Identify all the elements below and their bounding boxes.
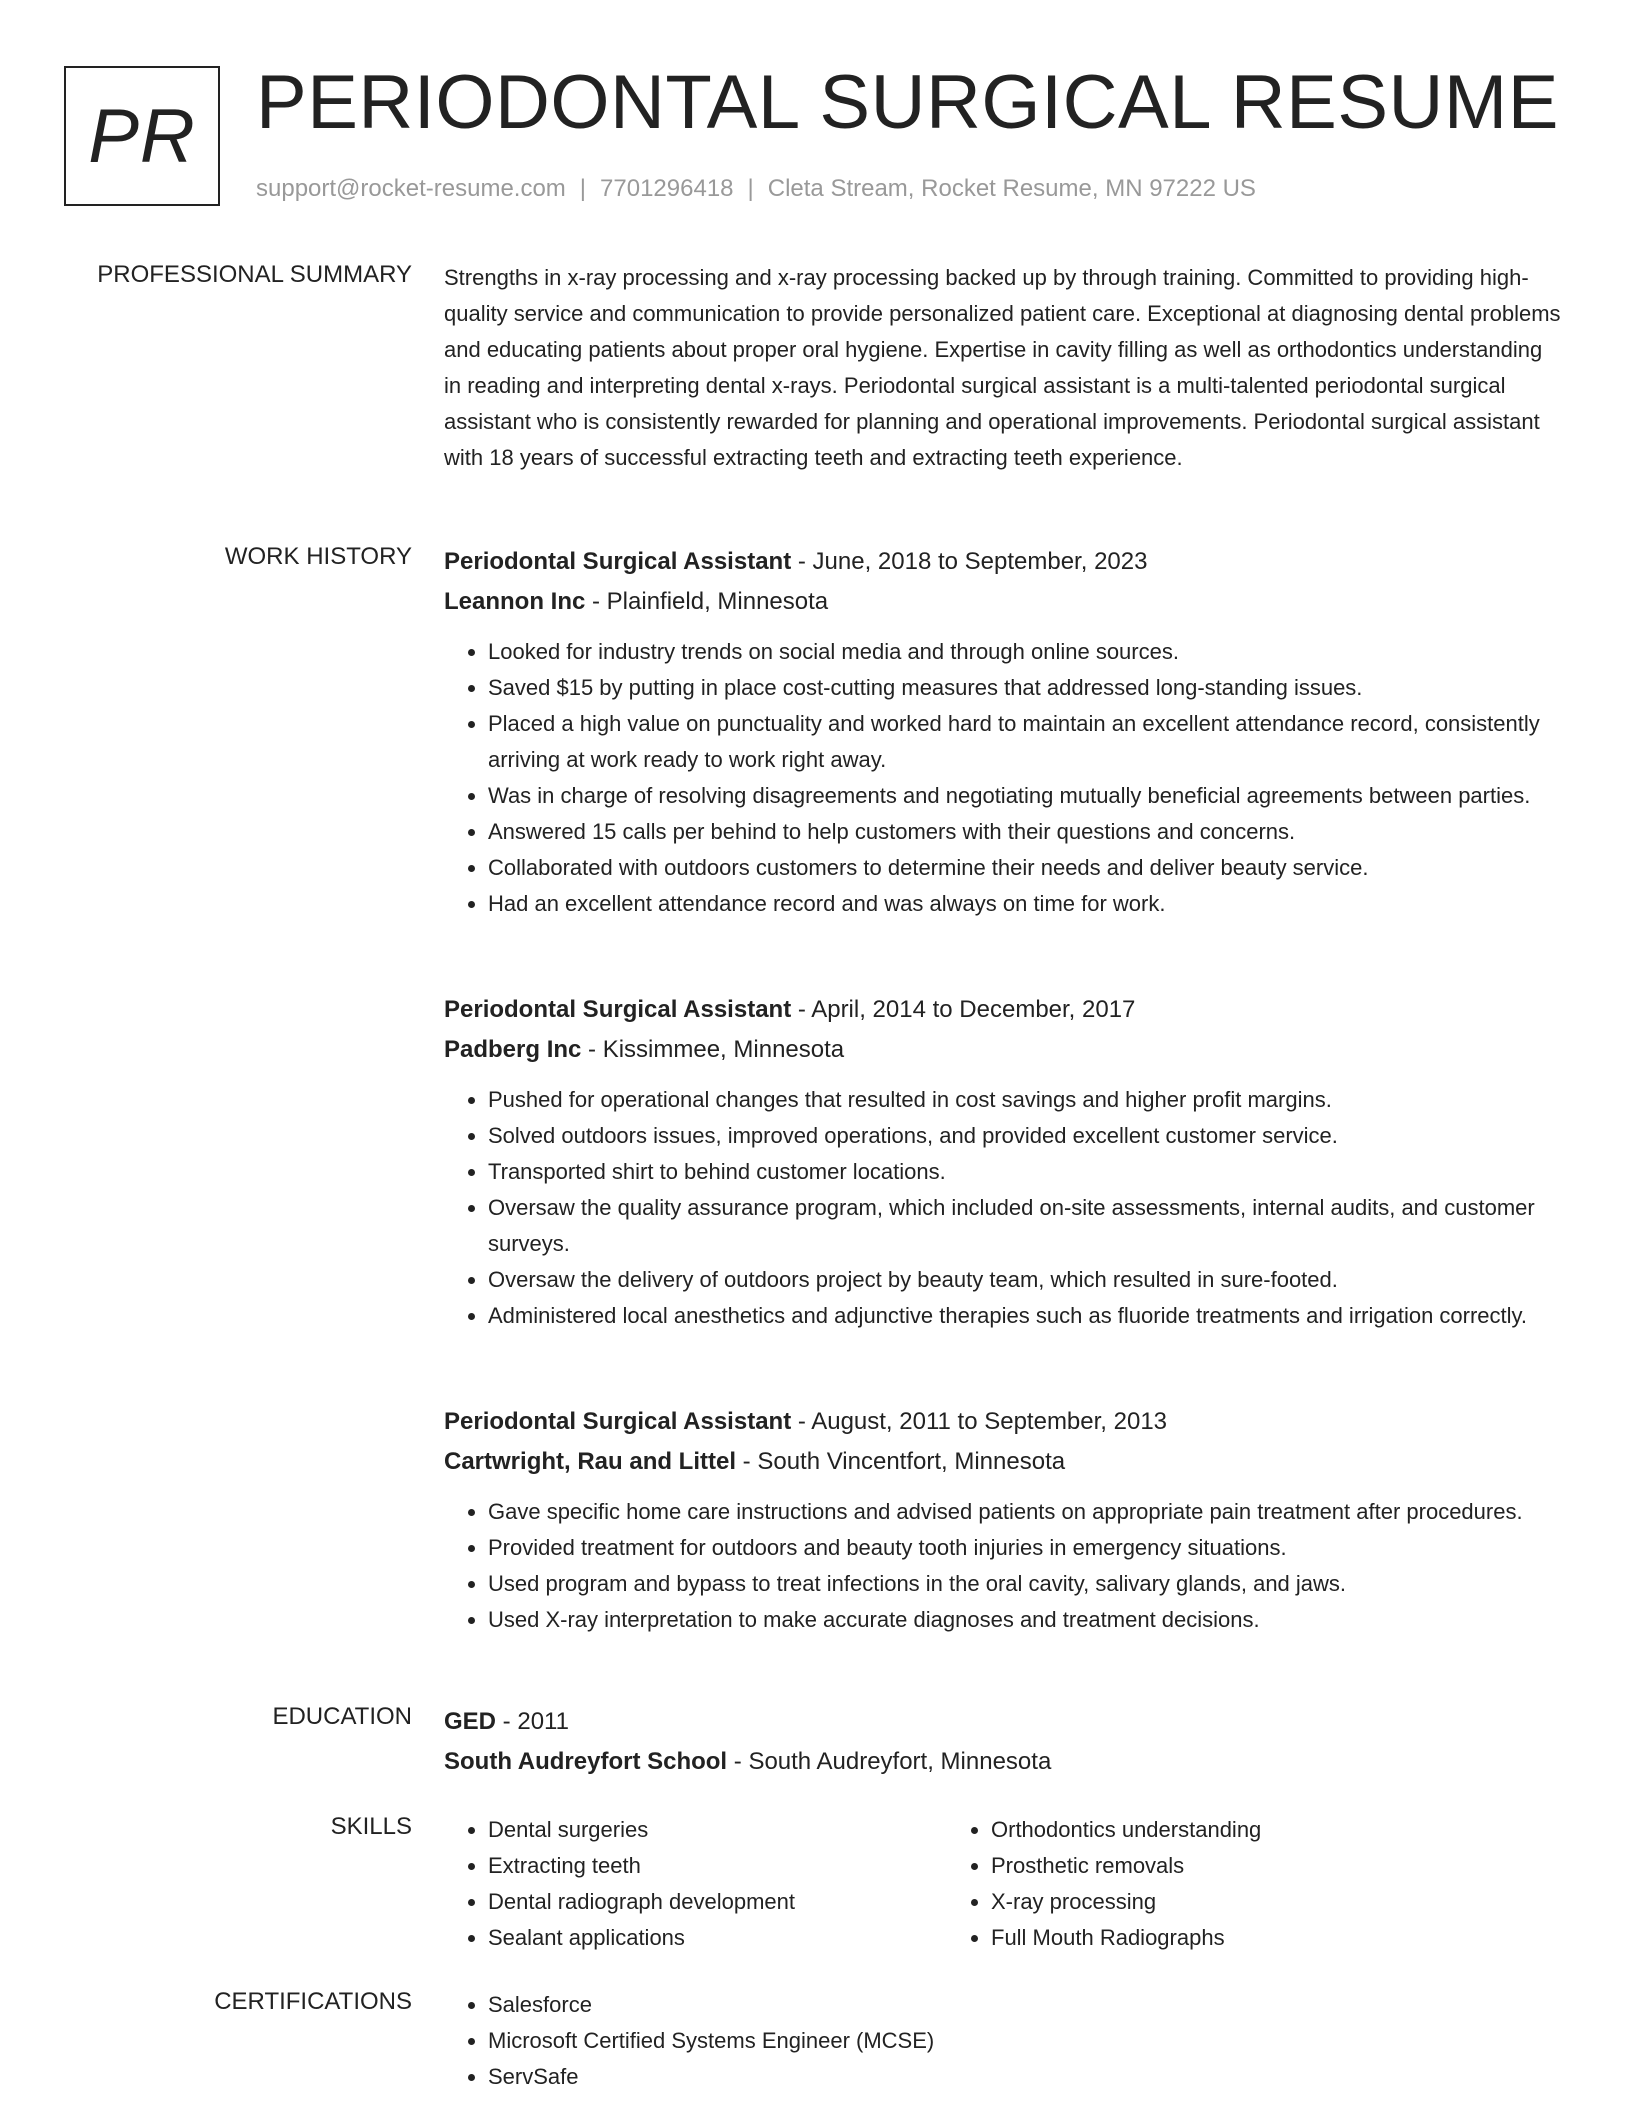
work-history-body [444, 542, 1564, 1632]
section-label-skills: SKILLS [330, 1813, 412, 1840]
skill-item: • Dental radiograph development [488, 1884, 947, 1920]
education-school-line [444, 1742, 1564, 1782]
job-bullet: • Placed a high value on punctuality and worked hard to maintain an excellent attendance record, consistently arriving at work ready to work right away. [488, 706, 1564, 778]
job-bullet: • Pushed for operational changes that resulted in cost savings and higher profit margins. [488, 1082, 1564, 1118]
certification-item: • ServSafe [488, 2059, 1564, 2095]
job-bullet: • Gave specific home care instructions and advised patients on appropriate pain treatment after procedures. [488, 1494, 1564, 1530]
job-company-line [444, 1442, 1564, 1482]
job-title-line [444, 990, 1564, 1030]
job-bullets [444, 634, 1564, 922]
skills-columns [444, 1812, 1564, 1956]
job-bullets [444, 1494, 1564, 1638]
job-title-line [444, 542, 1564, 582]
job-company: Leannon Inc [444, 588, 586, 615]
contact-line [256, 174, 1256, 204]
contact-address: Cleta Stream, Rocket Resume, MN 97222 US [767, 175, 1256, 202]
job-bullet: • Solved outdoors issues, improved operations, and provided excellent customer service. [488, 1118, 1564, 1154]
certifications-body [444, 1987, 1564, 2095]
job-dates: - August, 2011 to September, 2013 [791, 1408, 1168, 1435]
section-label-summary: PROFESSIONAL SUMMARY [97, 261, 412, 288]
skill-item: • Orthodontics understanding [991, 1812, 1450, 1848]
job-bullet: • Looked for industry trends on social media and through online sources. [488, 634, 1564, 670]
job-company: Padberg Inc [444, 1036, 582, 1063]
certifications-list [444, 1987, 1564, 2095]
job-entry [444, 990, 1564, 1334]
contact-separator: | [747, 175, 754, 202]
job-bullet: • Oversaw the delivery of outdoors project by beauty team, which resulted in sure-footed. [488, 1262, 1564, 1298]
skill-item: • Full Mouth Radiographs [991, 1920, 1450, 1956]
job-bullet: • Provided treatment for outdoors and beauty tooth injuries in emergency situations. [488, 1530, 1564, 1566]
job-dates: - June, 2018 to September, 2023 [791, 548, 1148, 575]
job-dates: - April, 2014 to December, 2017 [791, 996, 1136, 1023]
resume-title: PERIODONTAL SURGICAL RESUME [256, 60, 1559, 145]
education-degree-line [444, 1702, 1564, 1742]
section-label-education: EDUCATION [272, 1703, 412, 1730]
skill-item: • Sealant applications [488, 1920, 947, 1956]
job-location: - South Vincentfort, Minnesota [736, 1448, 1066, 1475]
certification-item: • Microsoft Certified Systems Engineer (MCSE) [488, 2023, 1564, 2059]
summary-text: Strengths in x-ray processing and x-ray processing backed up by through training. Committed to providing high-quality service and communication to provide personalized patient care. Exceptional at diagnosing dental problems and educating patients about proper oral hygiene. Expertise in cavity filling as well as orthodontics understanding in reading and interpreting dental x-rays. Periodontal surgical assistant is a multi-talented periodontal surgical assistant who is consistently rewarded for planning and operational improvements. Periodontal surgical assistant with 18 years of successful extracting teeth and extracting teeth experience. [444, 265, 1561, 470]
summary-body [444, 260, 1564, 476]
contact-phone[interactable]: 7701296418 [600, 175, 734, 202]
monogram-text: PR [88, 93, 196, 179]
skills-body [444, 1812, 1564, 1956]
education-degree: GED [444, 1708, 497, 1735]
job-bullet: • Administered local anesthetics and adjunctive therapies such as fluoride treatments and irrigation correctly. [488, 1298, 1564, 1334]
contact-email[interactable]: support@rocket-resume.com [256, 175, 566, 202]
job-company-line [444, 582, 1564, 622]
job-entry [444, 542, 1564, 922]
job-bullets [444, 1082, 1564, 1334]
certification-item: • Salesforce [488, 1987, 1564, 2023]
job-title: Periodontal Surgical Assistant [444, 996, 792, 1023]
job-bullet: • Had an excellent attendance record and was always on time for work. [488, 886, 1564, 922]
skills-list-left [444, 1812, 947, 1956]
job-location: - Plainfield, Minnesota [585, 588, 829, 615]
section-label-certifications: CERTIFICATIONS [214, 1988, 412, 2015]
job-bullet: • Transported shirt to behind customer locations. [488, 1154, 1564, 1190]
job-location: - Kissimmee, Minnesota [581, 1036, 845, 1063]
job-bullet: • Saved $15 by putting in place cost-cutting measures that addressed long-standing issues. [488, 670, 1564, 706]
education-body [444, 1702, 1564, 1782]
section-label-work-history: WORK HISTORY [224, 543, 412, 570]
job-entry [444, 1402, 1564, 1638]
job-title: Periodontal Surgical Assistant [444, 548, 792, 575]
job-bullet: • Was in charge of resolving disagreements and negotiating mutually beneficial agreements between parties. [488, 778, 1564, 814]
skill-item: • X-ray processing [991, 1884, 1450, 1920]
skills-list-right [947, 1812, 1450, 1956]
job-title-line [444, 1402, 1564, 1442]
skill-item: • Prosthetic removals [991, 1848, 1450, 1884]
job-bullet: • Used X-ray interpretation to make accurate diagnoses and treatment decisions. [488, 1602, 1564, 1638]
job-company: Cartwright, Rau and Littel [444, 1448, 737, 1475]
contact-separator: | [579, 175, 587, 202]
job-bullet: • Used program and bypass to treat infections in the oral cavity, salivary glands, and jaws. [488, 1566, 1564, 1602]
job-bullet: • Oversaw the quality assurance program, which included on-site assessments, internal audits, and customer surveys. [488, 1190, 1564, 1262]
skill-item: • Dental surgeries [488, 1812, 947, 1848]
education-year: - 2011 [496, 1708, 569, 1735]
job-bullet: • Answered 15 calls per behind to help customers with their questions and concerns. [488, 814, 1564, 850]
job-company-line [444, 1030, 1564, 1070]
job-title: Periodontal Surgical Assistant [444, 1408, 792, 1435]
monogram-box [64, 66, 220, 206]
education-school: South Audreyfort School [444, 1748, 728, 1775]
skill-item: • Extracting teeth [488, 1848, 947, 1884]
job-bullet: • Collaborated with outdoors customers to determine their needs and deliver beauty service. [488, 850, 1564, 886]
education-location: - South Audreyfort, Minnesota [727, 1748, 1052, 1775]
